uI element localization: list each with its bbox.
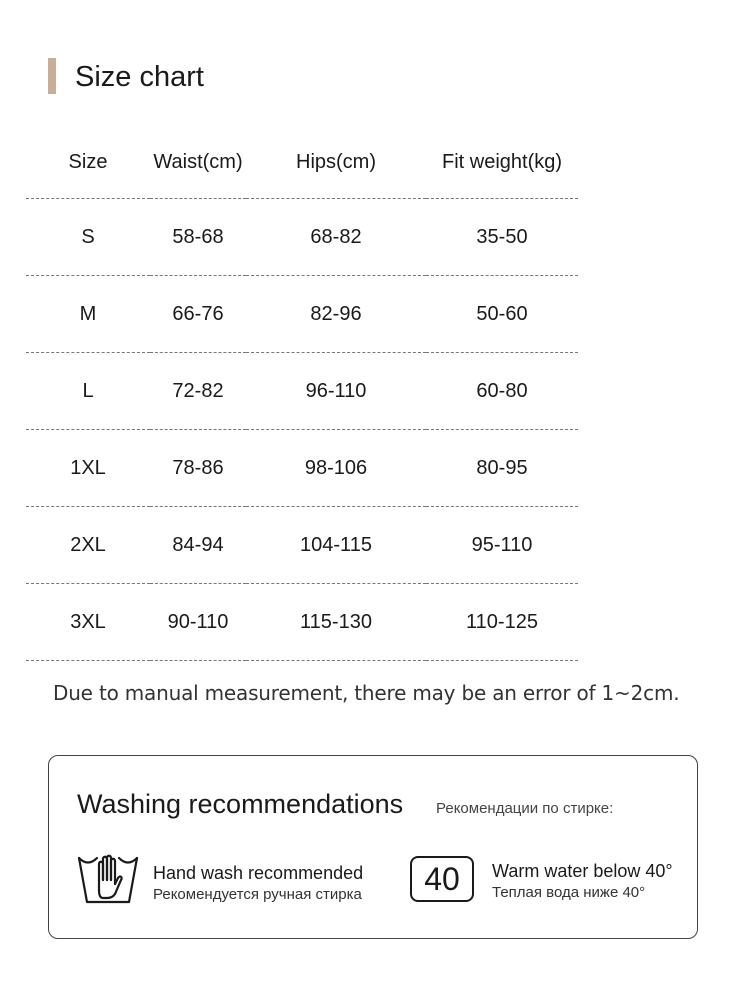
cell-hips: 96-110 [305,379,367,402]
cell-waist: 84-94 [172,533,224,556]
washing-title-ru: Рекомендации по стирке: [436,800,614,817]
table-row [26,276,578,353]
table-row [26,199,578,276]
cell-waist: 66-76 [172,302,224,325]
hand-wash-label: Hand wash recommended [153,863,364,883]
table-row [26,430,578,507]
table-header-row [26,126,578,199]
washing-title: Washing recommendations [77,789,404,819]
cell-fit-weight: 110-125 [466,610,538,633]
cell-size: 2XL [70,533,106,556]
cell-hips: 104-115 [300,533,372,556]
cell-waist: 58-68 [172,225,224,248]
cell-size: S [81,225,95,248]
hand-wash-icon [77,850,139,908]
header-fit-weight: Fit weight(kg) [441,150,563,173]
cell-size: 3XL [70,610,106,633]
header-size: Size [68,150,108,173]
table-row [26,584,578,661]
cell-fit-weight: 35-50 [476,225,528,248]
warm-water-label: Warm water below 40° [492,861,673,881]
cell-size: L [82,379,94,402]
cell-waist: 72-82 [172,379,224,402]
cell-waist: 90-110 [167,610,229,633]
cell-fit-weight: 60-80 [476,379,528,402]
cell-fit-weight: 80-95 [476,456,528,479]
cell-hips: 98-106 [304,456,368,479]
measurement-note: Due to manual measurement, there may be an error of 1~2cm. [53,681,680,705]
header-waist: Waist(cm) [153,150,243,173]
title-accent-bar [48,58,56,94]
table-row [26,353,578,430]
cell-waist: 78-86 [172,456,224,479]
warm-water-label-ru: Теплая вода ниже 40° [492,884,646,901]
cell-hips: 82-96 [310,302,362,325]
size-chart-table [26,126,578,661]
cell-hips: 115-130 [300,610,372,633]
cell-size: M [79,302,97,325]
temperature-40-icon: 40 [410,856,474,902]
header-hips: Hips(cm) [296,150,376,173]
cell-fit-weight: 95-110 [471,533,533,556]
table-row [26,507,578,584]
hand-wash-label-ru: Рекомендуется ручная стирка [153,886,362,903]
cell-size: 1XL [70,456,106,479]
washing-recommendations-box [48,755,698,939]
cell-hips: 68-82 [310,225,362,248]
cell-fit-weight: 50-60 [476,302,528,325]
page-title: Size chart [75,61,204,93]
